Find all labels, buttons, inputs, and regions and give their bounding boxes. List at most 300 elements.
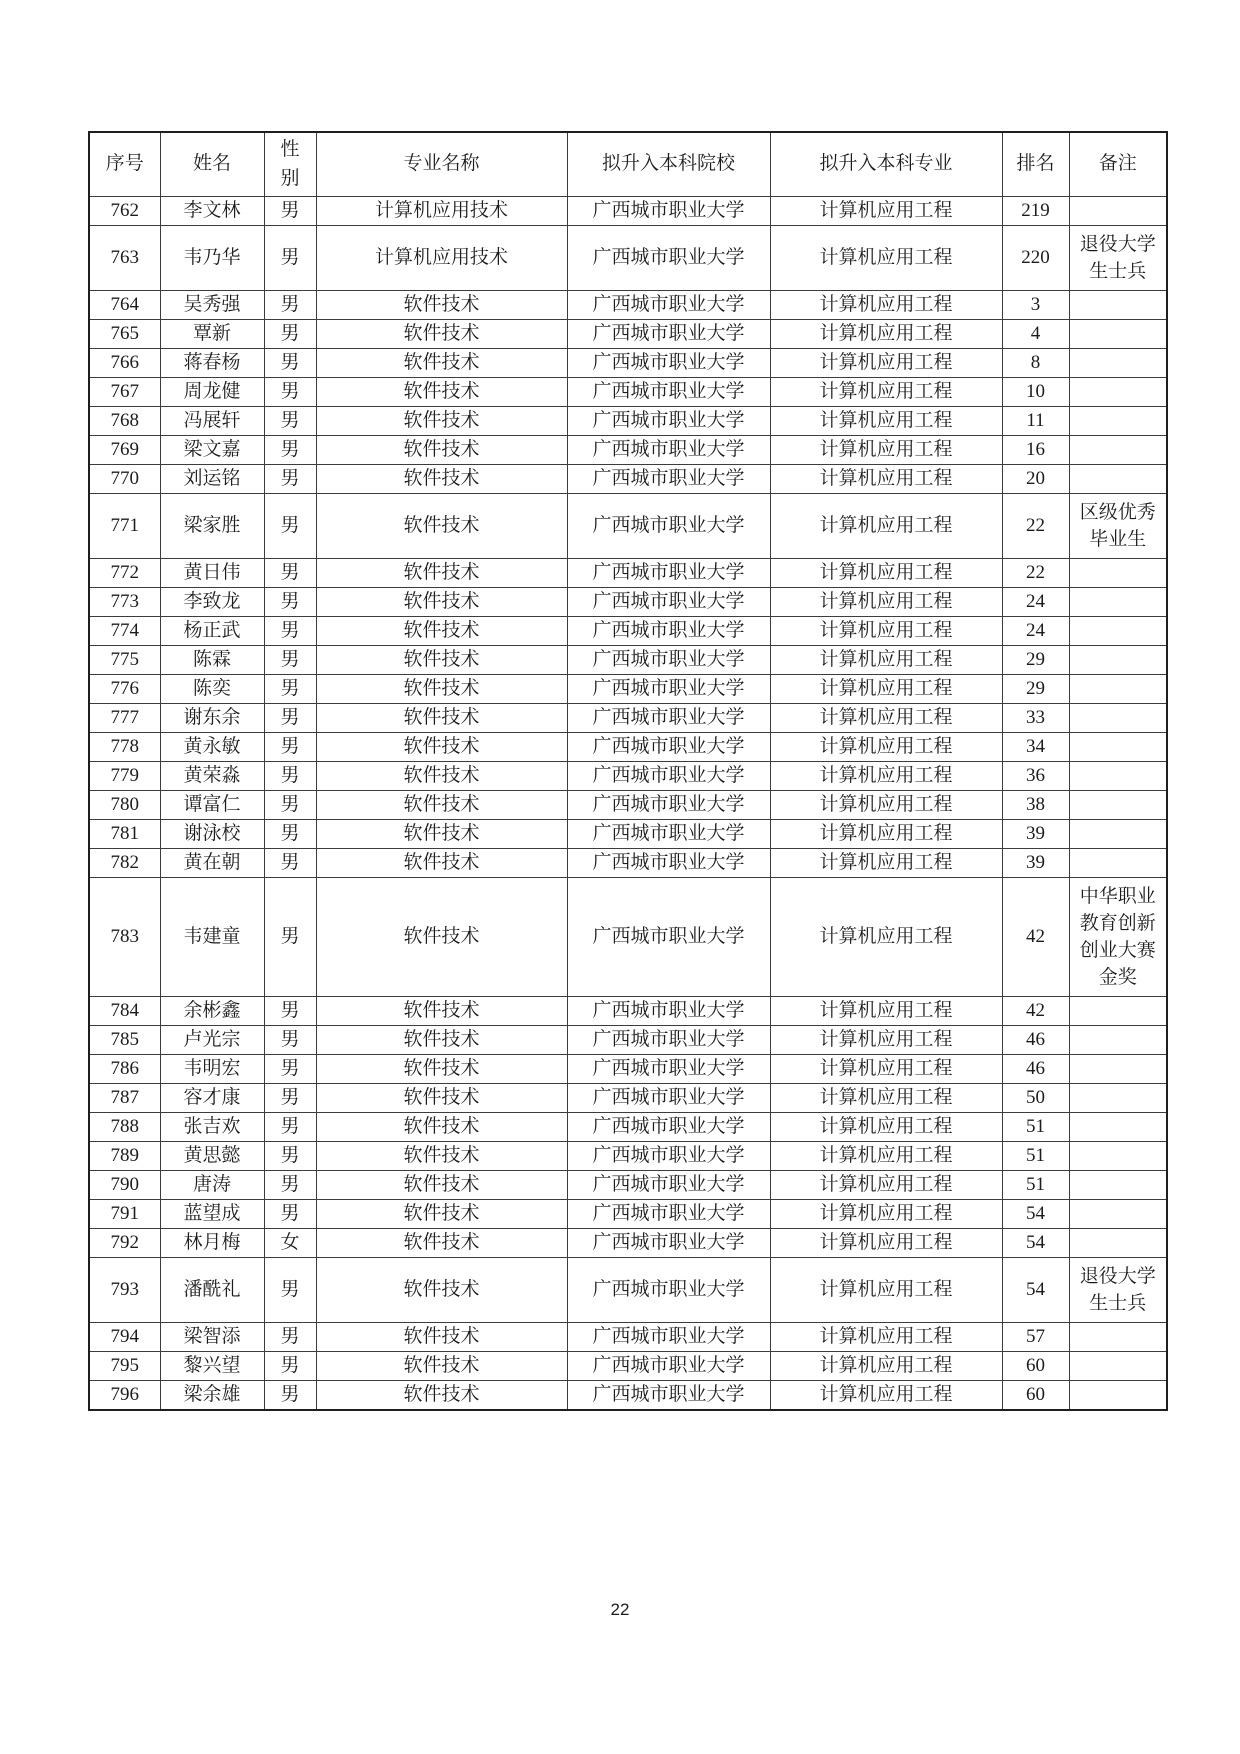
table-cell: 软件技术 (316, 819, 567, 848)
table-cell: 33 (1002, 703, 1069, 732)
table-row (89, 196, 1167, 225)
table-cell: 763 (89, 225, 160, 290)
table-cell (1069, 790, 1167, 819)
table-cell: 广西城市职业大学 (567, 616, 770, 645)
table-cell: 219 (1002, 196, 1069, 225)
table-cell: 广西城市职业大学 (567, 1025, 770, 1054)
table-cell (1069, 377, 1167, 406)
table-row (89, 645, 1167, 674)
table-cell: 男 (264, 848, 316, 877)
table-header-row (89, 132, 1167, 196)
table-cell: 36 (1002, 761, 1069, 790)
table-cell: 梁智添 (160, 1322, 264, 1351)
table-cell: 男 (264, 790, 316, 819)
table-cell: 广西城市职业大学 (567, 1199, 770, 1228)
table-cell: 广西城市职业大学 (567, 819, 770, 848)
table-row (89, 319, 1167, 348)
table-cell: 计算机应用工程 (770, 761, 1002, 790)
table-cell: 计算机应用工程 (770, 1112, 1002, 1141)
table-cell: 软件技术 (316, 1380, 567, 1410)
table-cell (1069, 196, 1167, 225)
table-cell: 广西城市职业大学 (567, 1257, 770, 1322)
table-cell: 计算机应用工程 (770, 1054, 1002, 1083)
table-cell: 计算机应用工程 (770, 290, 1002, 319)
table-cell: 男 (264, 464, 316, 493)
table-cell: 男 (264, 493, 316, 558)
table-cell: 周龙健 (160, 377, 264, 406)
table-cell: 794 (89, 1322, 160, 1351)
table-cell: 软件技术 (316, 1199, 567, 1228)
table-cell: 783 (89, 877, 160, 996)
header-label: 备注 (1098, 153, 1137, 175)
table-cell: 男 (264, 877, 316, 996)
table-cell: 42 (1002, 877, 1069, 996)
table-cell: 785 (89, 1025, 160, 1054)
table-cell: 768 (89, 406, 160, 435)
table-row (89, 1141, 1167, 1170)
table-row (89, 1257, 1167, 1322)
table-cell: 762 (89, 196, 160, 225)
table-cell: 广西城市职业大学 (567, 587, 770, 616)
table-cell: 775 (89, 645, 160, 674)
table-cell (1069, 348, 1167, 377)
table-cell: 计算机应用工程 (770, 790, 1002, 819)
table-cell: 软件技术 (316, 1054, 567, 1083)
table-cell: 广西城市职业大学 (567, 1083, 770, 1112)
table-cell: 中华职业教育创新创业大赛金奖 (1069, 877, 1167, 996)
table-cell: 韦建童 (160, 877, 264, 996)
table-cell (1069, 1025, 1167, 1054)
table-cell: 24 (1002, 587, 1069, 616)
table-cell: 杨正武 (160, 616, 264, 645)
table-cell: 黄永敏 (160, 732, 264, 761)
table-cell: 计算机应用工程 (770, 464, 1002, 493)
table-cell: 软件技术 (316, 377, 567, 406)
table-cell: 谢东余 (160, 703, 264, 732)
header-cell-target-college (567, 132, 770, 196)
table-cell: 774 (89, 616, 160, 645)
table-cell (1069, 819, 1167, 848)
table-cell: 男 (264, 319, 316, 348)
table-cell: 计算机应用工程 (770, 819, 1002, 848)
table-row (89, 674, 1167, 703)
table-cell: 软件技术 (316, 790, 567, 819)
table-cell: 男 (264, 348, 316, 377)
table-cell: 刘运铭 (160, 464, 264, 493)
table-cell (1069, 645, 1167, 674)
table-cell: 梁余雄 (160, 1380, 264, 1410)
header-cell-major (316, 132, 567, 196)
table-cell: 陈奕 (160, 674, 264, 703)
table-cell: 软件技术 (316, 493, 567, 558)
table-cell: 广西城市职业大学 (567, 1351, 770, 1380)
table-cell: 男 (264, 1025, 316, 1054)
table-cell: 778 (89, 732, 160, 761)
table-row (89, 464, 1167, 493)
table-row (89, 225, 1167, 290)
table-cell: 791 (89, 1199, 160, 1228)
table-cell: 广西城市职业大学 (567, 1054, 770, 1083)
table-row (89, 877, 1167, 996)
table-cell: 广西城市职业大学 (567, 761, 770, 790)
table-cell: 软件技术 (316, 464, 567, 493)
table-cell: 22 (1002, 558, 1069, 587)
table-row (89, 790, 1167, 819)
table-cell: 软件技术 (316, 1083, 567, 1112)
table-row (89, 558, 1167, 587)
table-cell: 男 (264, 1322, 316, 1351)
table-row (89, 1083, 1167, 1112)
table-cell: 广西城市职业大学 (567, 225, 770, 290)
table-cell (1069, 1112, 1167, 1141)
table-cell: 766 (89, 348, 160, 377)
table-cell: 计算机应用工程 (770, 1257, 1002, 1322)
table-cell: 11 (1002, 406, 1069, 435)
table-cell: 男 (264, 1380, 316, 1410)
table-cell: 计算机应用工程 (770, 377, 1002, 406)
table-cell: 男 (264, 703, 316, 732)
table-row (89, 996, 1167, 1025)
table-cell: 黄荣淼 (160, 761, 264, 790)
table-row (89, 493, 1167, 558)
table-cell: 男 (264, 558, 316, 587)
table-cell: 软件技术 (316, 877, 567, 996)
table-cell: 772 (89, 558, 160, 587)
table-row (89, 848, 1167, 877)
table-cell: 韦乃华 (160, 225, 264, 290)
table-cell (1069, 435, 1167, 464)
table-cell: 39 (1002, 848, 1069, 877)
table-cell (1069, 996, 1167, 1025)
table-cell: 790 (89, 1170, 160, 1199)
table-row (89, 819, 1167, 848)
table-row (89, 616, 1167, 645)
table-cell (1069, 1170, 1167, 1199)
table-cell: 吴秀强 (160, 290, 264, 319)
table-cell (1069, 406, 1167, 435)
table-cell: 计算机应用工程 (770, 703, 1002, 732)
table-row (89, 1112, 1167, 1141)
header-cell-gender (264, 132, 316, 196)
table-cell: 计算机应用工程 (770, 225, 1002, 290)
table-cell: 计算机应用工程 (770, 1083, 1002, 1112)
table-cell: 卢光宗 (160, 1025, 264, 1054)
table-cell: 软件技术 (316, 587, 567, 616)
table-cell: 广西城市职业大学 (567, 406, 770, 435)
table-cell: 男 (264, 1054, 316, 1083)
table-row (89, 435, 1167, 464)
table-cell: 软件技术 (316, 1351, 567, 1380)
table-cell: 唐涛 (160, 1170, 264, 1199)
table-cell: 计算机应用工程 (770, 406, 1002, 435)
table-cell: 计算机应用工程 (770, 1322, 1002, 1351)
table-row (89, 1170, 1167, 1199)
table-cell: 软件技术 (316, 996, 567, 1025)
table-cell (1069, 1083, 1167, 1112)
table-cell: 男 (264, 1257, 316, 1322)
table-row (89, 1380, 1167, 1410)
table-cell: 广西城市职业大学 (567, 996, 770, 1025)
table-row (89, 377, 1167, 406)
table-cell: 广西城市职业大学 (567, 1170, 770, 1199)
table-cell: 769 (89, 435, 160, 464)
table-cell: 男 (264, 761, 316, 790)
table-cell: 广西城市职业大学 (567, 558, 770, 587)
table-cell: 计算机应用工程 (770, 1228, 1002, 1257)
table-cell: 男 (264, 674, 316, 703)
header-label: 专业名称 (403, 153, 480, 175)
table-cell: 计算机应用工程 (770, 558, 1002, 587)
table-cell (1069, 703, 1167, 732)
header-label: 拟升入本科院校 (601, 153, 735, 175)
table-cell: 786 (89, 1054, 160, 1083)
table-cell (1069, 848, 1167, 877)
table-cell: 男 (264, 406, 316, 435)
table-cell: 计算机应用技术 (316, 225, 567, 290)
header-label: 拟升入本科专业 (819, 153, 953, 175)
table-cell: 计算机应用工程 (770, 1170, 1002, 1199)
header-label: 姓名 (192, 153, 231, 175)
table-cell: 男 (264, 1351, 316, 1380)
table-cell: 男 (264, 1199, 316, 1228)
table-cell (1069, 1351, 1167, 1380)
table-cell: 781 (89, 819, 160, 848)
table-cell: 779 (89, 761, 160, 790)
table-cell: 39 (1002, 819, 1069, 848)
table-cell: 29 (1002, 674, 1069, 703)
table-row (89, 1228, 1167, 1257)
table-cell: 男 (264, 645, 316, 674)
table-cell: 林月梅 (160, 1228, 264, 1257)
table-cell: 广西城市职业大学 (567, 464, 770, 493)
table-cell: 广西城市职业大学 (567, 1141, 770, 1170)
table-cell: 776 (89, 674, 160, 703)
table-cell: 软件技术 (316, 848, 567, 877)
table-cell: 广西城市职业大学 (567, 1112, 770, 1141)
table-cell: 软件技术 (316, 1141, 567, 1170)
table-cell: 软件技术 (316, 1170, 567, 1199)
table-cell: 软件技术 (316, 1322, 567, 1351)
table-cell: 蓝望成 (160, 1199, 264, 1228)
table-cell: 50 (1002, 1083, 1069, 1112)
table-cell: 22 (1002, 493, 1069, 558)
table-cell: 广西城市职业大学 (567, 645, 770, 674)
table-cell: 广西城市职业大学 (567, 1322, 770, 1351)
table-cell: 计算机应用工程 (770, 996, 1002, 1025)
table-cell: 24 (1002, 616, 1069, 645)
table-cell: 广西城市职业大学 (567, 703, 770, 732)
table-cell: 覃新 (160, 319, 264, 348)
table-cell: 29 (1002, 645, 1069, 674)
table-cell: 计算机应用工程 (770, 435, 1002, 464)
table-cell: 广西城市职业大学 (567, 848, 770, 877)
table-row (89, 732, 1167, 761)
table-cell: 潘酰礼 (160, 1257, 264, 1322)
header-label: 排名 (1016, 153, 1055, 175)
table-cell: 51 (1002, 1112, 1069, 1141)
table-cell: 男 (264, 1170, 316, 1199)
table-cell: 34 (1002, 732, 1069, 761)
table-cell: 李文林 (160, 196, 264, 225)
table-cell: 771 (89, 493, 160, 558)
table-cell: 男 (264, 587, 316, 616)
table-cell: 软件技术 (316, 319, 567, 348)
table-cell: 20 (1002, 464, 1069, 493)
table-cell: 计算机应用工程 (770, 674, 1002, 703)
table-cell: 782 (89, 848, 160, 877)
table-cell: 黄日伟 (160, 558, 264, 587)
table-cell (1069, 464, 1167, 493)
table-cell: 余彬鑫 (160, 996, 264, 1025)
table-body (89, 196, 1167, 1410)
table-cell: 软件技术 (316, 290, 567, 319)
table-cell: 51 (1002, 1170, 1069, 1199)
table-cell: 男 (264, 196, 316, 225)
table-cell: 软件技术 (316, 732, 567, 761)
table-cell: 黎兴望 (160, 1351, 264, 1380)
table-cell (1069, 674, 1167, 703)
table-cell: 张吉欢 (160, 1112, 264, 1141)
table-cell: 男 (264, 996, 316, 1025)
table-cell: 54 (1002, 1257, 1069, 1322)
table-cell: 软件技术 (316, 435, 567, 464)
table-cell: 764 (89, 290, 160, 319)
table-cell: 4 (1002, 319, 1069, 348)
table-cell: 计算机应用工程 (770, 1025, 1002, 1054)
table-cell: 男 (264, 1141, 316, 1170)
table-cell (1069, 558, 1167, 587)
table-cell: 退役大学生士兵 (1069, 1257, 1167, 1322)
table-cell: 软件技术 (316, 1228, 567, 1257)
table-cell: 软件技术 (316, 348, 567, 377)
table-row (89, 761, 1167, 790)
table-cell: 广西城市职业大学 (567, 790, 770, 819)
table-cell: 计算机应用工程 (770, 348, 1002, 377)
table-cell (1069, 761, 1167, 790)
table-cell: 792 (89, 1228, 160, 1257)
table-row (89, 406, 1167, 435)
table-cell: 788 (89, 1112, 160, 1141)
table-cell (1069, 319, 1167, 348)
table-cell (1069, 1322, 1167, 1351)
table-cell: 男 (264, 435, 316, 464)
table-cell: 软件技术 (316, 645, 567, 674)
table-cell: 220 (1002, 225, 1069, 290)
table-row (89, 703, 1167, 732)
table-cell: 广西城市职业大学 (567, 732, 770, 761)
table-cell: 容才康 (160, 1083, 264, 1112)
table-row (89, 1054, 1167, 1083)
table-cell: 51 (1002, 1141, 1069, 1170)
table-cell: 广西城市职业大学 (567, 1380, 770, 1410)
table-cell: 广西城市职业大学 (567, 493, 770, 558)
table-cell: 软件技术 (316, 674, 567, 703)
table-cell: 软件技术 (316, 703, 567, 732)
table-cell: 韦明宏 (160, 1054, 264, 1083)
table-row (89, 348, 1167, 377)
table-cell: 梁文嘉 (160, 435, 264, 464)
table-cell: 广西城市职业大学 (567, 319, 770, 348)
table-cell: 广西城市职业大学 (567, 1228, 770, 1257)
table-cell (1069, 1141, 1167, 1170)
table-cell: 54 (1002, 1228, 1069, 1257)
header-cell-remark (1069, 132, 1167, 196)
table-cell: 广西城市职业大学 (567, 196, 770, 225)
table-cell: 780 (89, 790, 160, 819)
table-cell: 计算机应用工程 (770, 196, 1002, 225)
table-cell: 软件技术 (316, 558, 567, 587)
table-cell: 广西城市职业大学 (567, 348, 770, 377)
table-cell: 男 (264, 1112, 316, 1141)
table-cell (1069, 616, 1167, 645)
table-cell: 男 (264, 1083, 316, 1112)
table-cell: 46 (1002, 1025, 1069, 1054)
table-cell: 57 (1002, 1322, 1069, 1351)
table-cell: 计算机应用工程 (770, 616, 1002, 645)
table-cell: 计算机应用技术 (316, 196, 567, 225)
table-cell: 10 (1002, 377, 1069, 406)
table-cell: 计算机应用工程 (770, 848, 1002, 877)
table-cell: 男 (264, 377, 316, 406)
table-cell (1069, 732, 1167, 761)
table-cell: 60 (1002, 1351, 1069, 1380)
table-cell: 796 (89, 1380, 160, 1410)
table-cell: 38 (1002, 790, 1069, 819)
table-cell (1069, 290, 1167, 319)
table-cell: 广西城市职业大学 (567, 377, 770, 406)
table-cell: 区级优秀毕业生 (1069, 493, 1167, 558)
table-cell: 广西城市职业大学 (567, 877, 770, 996)
table-cell: 李致龙 (160, 587, 264, 616)
table-cell: 计算机应用工程 (770, 1199, 1002, 1228)
table-cell: 计算机应用工程 (770, 319, 1002, 348)
table-row (89, 1025, 1167, 1054)
table-cell: 计算机应用工程 (770, 1141, 1002, 1170)
table-cell: 770 (89, 464, 160, 493)
table-cell: 黄思懿 (160, 1141, 264, 1170)
header-cell-target-major (770, 132, 1002, 196)
table-cell: 蒋春杨 (160, 348, 264, 377)
table-cell: 退役大学生士兵 (1069, 225, 1167, 290)
header-cell-rank (1002, 132, 1069, 196)
table-cell: 787 (89, 1083, 160, 1112)
table-cell (1069, 1054, 1167, 1083)
table-row (89, 1199, 1167, 1228)
table-cell: 793 (89, 1257, 160, 1322)
student-promotion-table (88, 131, 1168, 1411)
table-cell (1069, 1199, 1167, 1228)
table-cell: 计算机应用工程 (770, 1351, 1002, 1380)
table-cell: 777 (89, 703, 160, 732)
table-cell: 男 (264, 732, 316, 761)
table-row (89, 587, 1167, 616)
table-cell: 女 (264, 1228, 316, 1257)
table-cell: 784 (89, 996, 160, 1025)
table-cell (1069, 1380, 1167, 1410)
table-cell: 789 (89, 1141, 160, 1170)
table-cell: 软件技术 (316, 1257, 567, 1322)
table-cell: 陈霖 (160, 645, 264, 674)
table-cell: 773 (89, 587, 160, 616)
table-cell (1069, 1228, 1167, 1257)
header-label: 性别 (280, 138, 300, 190)
table-cell: 46 (1002, 1054, 1069, 1083)
table-row (89, 290, 1167, 319)
table-cell: 男 (264, 290, 316, 319)
header-label: 序号 (105, 153, 144, 175)
table-cell: 男 (264, 819, 316, 848)
table-cell: 计算机应用工程 (770, 645, 1002, 674)
